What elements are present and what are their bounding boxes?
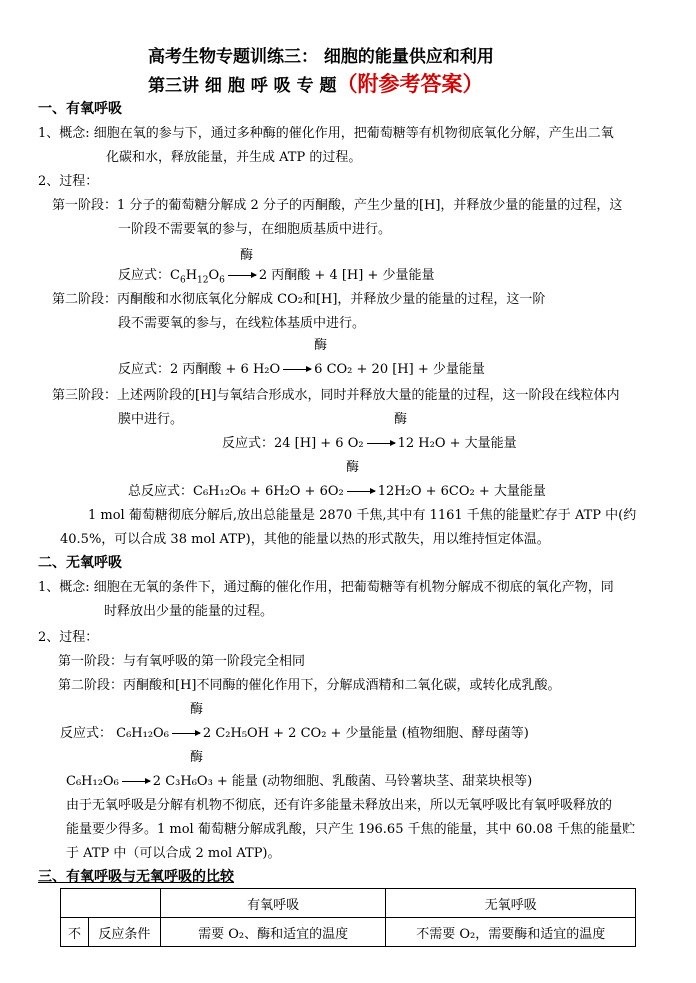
aerobic-stage3-line1: 第三阶段：上述两阶段的[H]与氧结合形成水，同时并释放大量的能量的过程，这一阶段在线粒体内: [52, 388, 620, 403]
section-heading-anaerobic: 二、无氧呼吸: [38, 555, 122, 571]
anaerobic-stage2: 第二阶段：丙酮酸和[H]不同酶的催化作用下，分解成酒精和二氧化碳，或转化成乳酸。: [58, 678, 561, 693]
aerobic-stage2-line1: 第二阶段：丙酮酸和水彻底氧化分解成 CO₂和[H]，并释放少量的能量的过程，这一阶: [52, 292, 546, 307]
enzyme-label: 酶: [346, 460, 360, 475]
arrow-icon: [367, 443, 395, 444]
page-title: 高考生物专题训练三： 细胞的能量供应和利用: [148, 47, 494, 67]
aerobic-process-label: 2、过程：: [38, 174, 99, 189]
enzyme-label: 酶: [240, 248, 254, 263]
aerobic-eq2: 反应式：2 丙酮酸 + 6 H₂O 6 CO₂ + 20 [H] + 少量能量: [118, 362, 485, 377]
aerobic-energy-line2: 40.5%，可以合成 38 mol ATP)，其他的能量以热的形式散失，用以维持恒定体温。: [60, 532, 550, 547]
section-heading-comparison: 三、有氧呼吸与无氧呼吸的比较: [38, 869, 234, 885]
table-row: [61, 918, 636, 947]
table-header-row: [61, 889, 636, 918]
row-label: 反应条件: [88, 918, 160, 947]
anaerobic-process-label: 2、过程：: [38, 630, 99, 645]
lecture-title: 第三讲 细 胞 呼 吸 专 题: [148, 76, 337, 96]
aerobic-total-eq: 总反应式：C₆H₁₂O₆ + 6H₂O + 6O₂ 12H₂O + 6CO₂ + 大量能量: [128, 484, 546, 499]
anaerobic-note-line2: 能量要少得多。1 mol 葡萄糖分解成乳酸，只产生 196.65 千焦的能量，其中 60.08 千焦的能量贮: [66, 822, 636, 837]
enzyme-label: 酶: [314, 338, 328, 353]
aerobic-energy-line1: 1 mol 葡萄糖彻底分解后,放出总能量是 2870 千焦,其中有 1161 千焦的能量贮存于 ATP 中(约: [88, 508, 637, 523]
aerobic-stage3-line2: 膜中进行。: [118, 412, 184, 427]
anaerobic-concept-line1: 1、概念: 细胞在无氧的条件下，通过酶的催化作用，把葡萄糖等有机物分解成不彻底的氧化产物，同: [38, 580, 614, 595]
anaerobic-stage1: 第一阶段：与有氧呼吸的第一阶段完全相同: [58, 654, 306, 669]
arrow-icon: [228, 275, 256, 276]
cell-aerobic: 需要 O₂、酶和适宜的温度: [160, 918, 386, 947]
enzyme-label: 酶: [394, 412, 408, 427]
arrow-icon: [122, 781, 150, 782]
arrow-icon: [172, 733, 200, 734]
aerobic-concept-line2: 化碳和水，释放能量，并生成 ATP 的过程。: [106, 150, 362, 165]
section-heading-aerobic: 一、有氧呼吸: [38, 101, 122, 117]
header-aerobic: 有氧呼吸: [160, 889, 386, 918]
table-corner-cell: [61, 889, 161, 918]
anaerobic-note-line3: 于 ATP 中（可以合成 2 mol ATP)。: [66, 846, 281, 861]
aerobic-stage1-line2: 一阶段不需要氧的参与，在细胞质基质中进行。: [118, 222, 392, 237]
aerobic-eq3: 反应式：24 [H] + 6 O₂ 12 H₂O + 大量能量: [222, 436, 517, 451]
enzyme-label: 酶: [190, 750, 204, 765]
enzyme-label: 酶: [190, 702, 204, 717]
anaerobic-eq2: C₆H₁₂O₆ 2 C₃H₆O₃ + 能量 (动物细胞、乳酸菌、马铃薯块茎、甜菜块根等): [66, 774, 533, 789]
row-group-label: 不: [61, 918, 89, 947]
cell-anaerobic: 不需要 O₂，需要酶和适宜的温度: [386, 918, 636, 947]
anaerobic-eq1: 反应式： C₆H₁₂O₆ 2 C₂H₅OH + 2 CO₂ + 少量能量 (植物细胞、酵母菌等): [60, 726, 529, 741]
answer-note: （附参考答案）: [336, 71, 484, 96]
aerobic-stage1-line1: 第一阶段：1 分子的葡萄糖分解成 2 分子的丙酮酸，产生少量的[H]，并释放少量的能量的过程，这: [52, 198, 623, 213]
arrow-icon: [283, 369, 311, 370]
aerobic-stage2-line2: 段不需要氧的参与，在线粒体基质中进行。: [118, 316, 366, 331]
anaerobic-note-line1: 由于无氧呼吸是分解有机物不彻底，还有许多能量未释放出来，所以无氧呼吸比有氧呼吸释放的: [66, 798, 613, 813]
anaerobic-concept-line2: 时释放出少量的能量的过程。: [104, 604, 274, 619]
aerobic-concept-line1: 1、概念: 细胞在氧的参与下，通过多种酶的催化作用，把葡萄糖等有机物彻底氧化分解，产生出二氧: [38, 126, 614, 141]
page-subtitle: [148, 68, 484, 98]
comparison-table: [60, 888, 636, 947]
header-anaerobic: 无氧呼吸: [386, 889, 636, 918]
arrow-icon: [347, 491, 375, 492]
aerobic-eq1: 反应式：$C_6H_{12}O_6$ 2 丙酮酸 + 4 [H] + 少量能量: [118, 268, 435, 286]
